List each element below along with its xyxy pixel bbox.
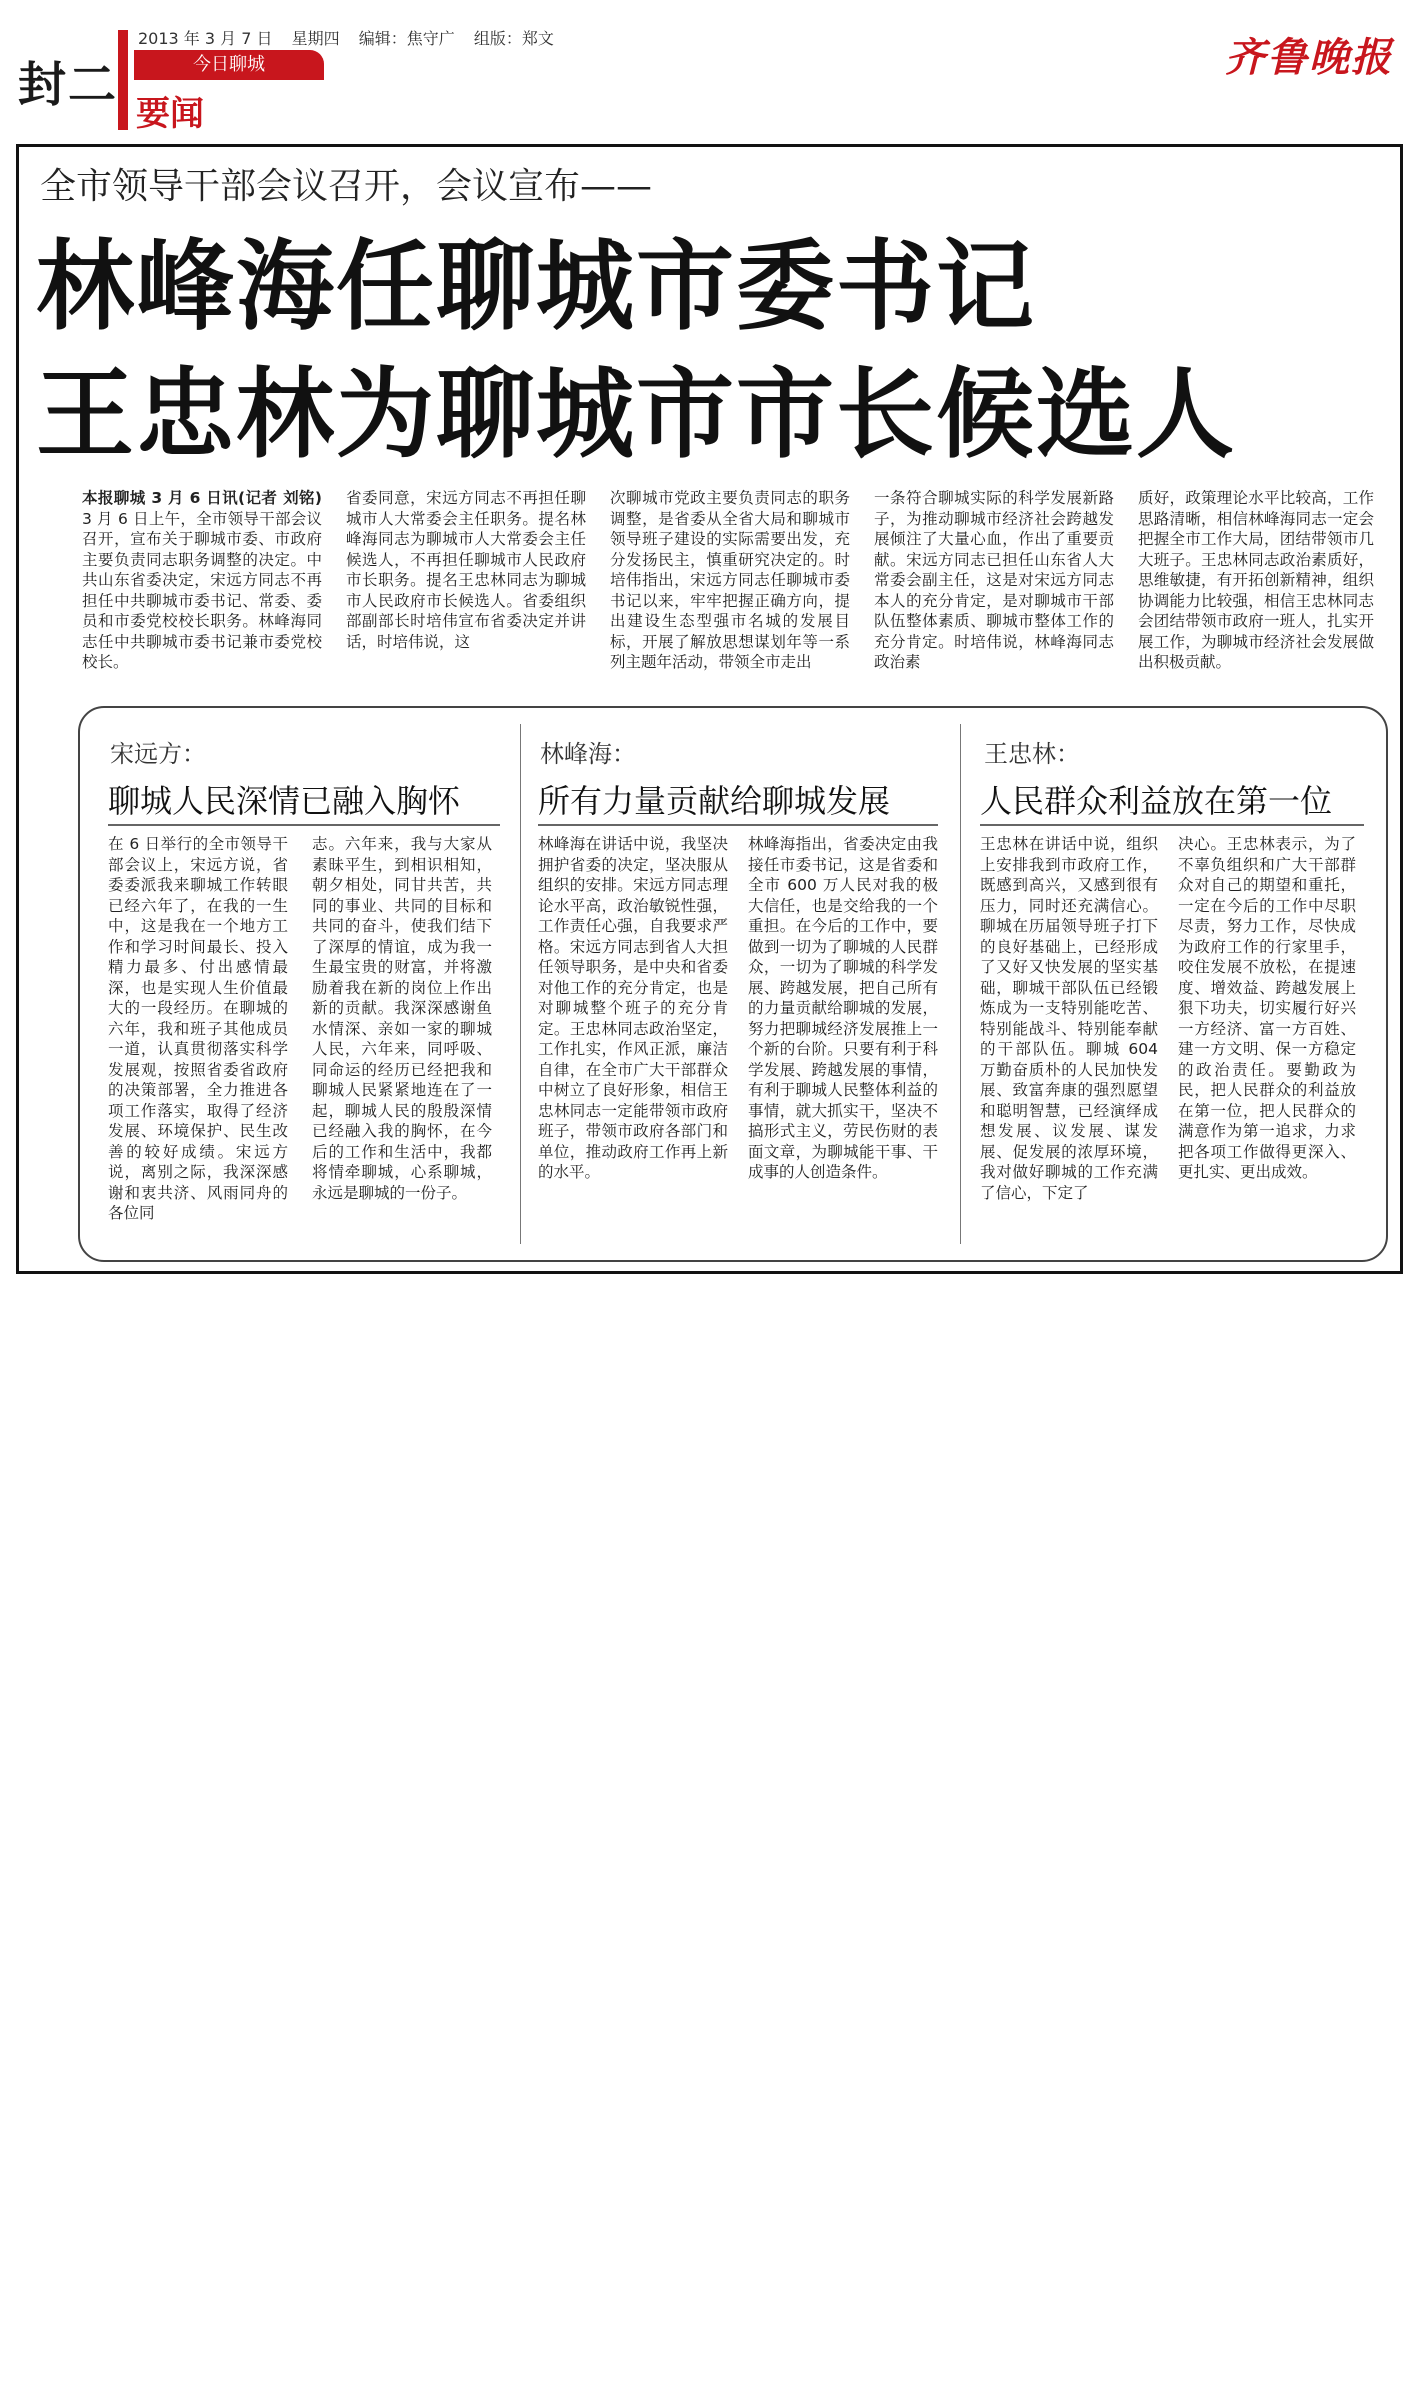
header-accent-bar <box>118 30 128 130</box>
page-header <box>0 0 1417 140</box>
lead-column-3: 次聊城市党政主要负责同志的职务调整，是省委从全省大局和聊城市领导班子建设的实际需要出发，充分发扬民主，慎重研究决定的。时培伟指出，宋远方同志任聊城市委书记以来，牢牢把握正确方向，提出建设生态型强市名城的发展目标，开展了解放思想谋划年等一系列主题年活动，带领全市走出 <box>610 489 850 671</box>
quote-divider <box>960 724 961 1244</box>
headline-line-2: 王忠林为聊城市市长候选人 <box>36 358 1237 472</box>
lead-column-1 <box>82 488 322 673</box>
section-tab: 今日聊城 <box>134 50 324 80</box>
dateline <box>138 26 568 49</box>
lead-column-2: 省委同意，宋远方同志不再担任聊城市人大常委会主任职务。提名林峰海同志为聊城市人大常委会主任候选人，不再担任聊城市人民政府市长职务。提名王忠林同志为聊城市人民政府市长候选人。省委组织部副部长时培伟宣布省委决定并讲话，时培伟说，这 <box>346 489 586 651</box>
quote-title-rule <box>980 824 1364 826</box>
quote-speaker: 王忠林： <box>984 740 1080 768</box>
quote-speaker: 宋远方： <box>110 740 206 768</box>
article-kicker: 全市领导干部会议召开，会议宣布—— <box>40 166 653 207</box>
quote-speaker: 林峰海： <box>540 740 636 768</box>
quote-title: 人民群众利益放在第一位 <box>980 782 1333 820</box>
quote-text: 林峰海指出，省委决定由我接任市委书记，这是省委和全市 600 万人民对我的极大信任，也是交给我的一个重担。在今后的工作中，要做到一切为了聊城的人民群众，一切为了聊城的科学发展、跨越发展，把自己所有的力量贡献给聊城的发展，努力把聊城经济发展推上一个新的台阶。只要有利于科学发展、跨越发展的事情，有利于聊城人民整体利益的事情，就大抓实干，坚决不搞形式主义，劳民伤财的表面文章，为聊城能干事、干成事的人创造条件。 <box>748 835 938 1181</box>
lead-columns <box>82 488 1382 688</box>
lead-column-text: 3 月 6 日上午，全市领导干部会议召开，宣布关于聊城市委、市政府主要负责同志职务调整的决定。中共山东省委决定，宋远方同志不再担任中共聊城市委书记、常委、委员和市委党校校长职务。林峰海同志任中共聊城市委书记兼市委党校校长。 <box>82 509 322 671</box>
newspaper-logo: 齐鲁晚报 <box>1225 34 1393 81</box>
lead-column-4: 一条符合聊城实际的科学发展新路子，为推动聊城市经济社会跨越发展倾注了大量心血，作出了重要贡献。宋远方同志已担任山东省人大常委会副主任，这是对宋远方同志本人的充分肯定，是对聊城市干部队伍整体素质、聊城市整体工作的充分肯定。时培伟说，林峰海同志政治素 <box>874 489 1114 671</box>
quote-divider <box>520 724 521 1244</box>
page-label: 封二 <box>18 57 119 113</box>
quote-title-rule <box>538 824 938 826</box>
issue-date: 2013 年 3 月 7 日 <box>138 29 273 48</box>
article-byline: 本报聊城 3 月 6 日讯(记者 刘铭) <box>82 489 322 507</box>
lead-column-5: 质好，政策理论水平比较高，工作思路清晰，相信林峰海同志一定会把握全市工作大局，团结带领市几大班子。王忠林同志政治素质好，思维敏捷，有开拓创新精神，组织协调能力比较强，相信王忠林同志会团结带领市政府一班人，扎实开展工作，为聊城市经济社会发展做出积极贡献。 <box>1138 489 1374 671</box>
quote-title-rule <box>108 824 500 826</box>
layout-credit: 组版：郑文 <box>473 29 554 48</box>
issue-weekday: 星期四 <box>291 29 340 48</box>
headline-line-1: 林峰海任聊城市委书记 <box>36 230 1037 344</box>
quote-title: 聊城人民深情已融入胸怀 <box>108 782 461 820</box>
quote-text: 在 6 日举行的全市领导干部会议上，宋远方说，省委委派我来聊城工作转眼已经六年了，在我的一生中，这是我在一个地方工作和学习时间最长、投入精力最多、付出感情最深，也是实现人生价值最大的一段经历。在聊城的六年，我和班子其他成员一道，认真贯彻落实科学发展观，按照省委省政府的决策部署，全力推进各项工作落实，取得了经济发展、环境保护、民生改善的较好成绩。宋远方说，离别之际，我深深感谢和衷共济、风雨同舟的各位同 <box>108 835 288 1222</box>
editor-credit: 编辑：焦守广 <box>358 29 455 48</box>
quote-text: 志。六年来，我与大家从素昧平生，到相识相知，朝夕相处，同甘共苦，共同的事业、共同的目标和共同的奋斗，使我们结下了深厚的情谊，成为我一生最宝贵的财富，并将激励着我在新的岗位上作出新的贡献。我深深感谢鱼水情深、亲如一家的聊城人民，六年来，同呼吸、同命运的经历已经把我和聊城人民紧紧地连在了一起，聊城人民的殷殷深情已经融入我的胸怀，在今后的工作和生活中，我都将情牵聊城，心系聊城，永远是聊城的一份子。 <box>312 835 492 1202</box>
quote-text: 决心。王忠林表示，为了不辜负组织和广大干部群众对自己的期望和重托，一定在今后的工作中尽职尽责，努力工作，尽快成为政府工作的行家里手，咬住发展不放松，在提速度、增效益、跨越发展上狠下功夫，切实履行好兴一方经济、富一方百姓、建一方文明、保一方稳定的政治责任。要勤政为民，把人民群众的利益放在第一位，把人民群众的满意作为第一追求，力求把各项工作做得更深入、更扎实、更出成效。 <box>1178 835 1356 1181</box>
quote-text: 王忠林在讲话中说，组织上安排我到市政府工作，既感到高兴，又感到很有压力，同时还充满信心。聊城在历届领导班子打下的良好基础上，已经形成了又好又快发展的坚实基础，聊城干部队伍已经锻炼成为一支特别能吃苦、特别能战斗、特别能奉献的干部队伍。聊城 604 万勤奋质朴的人民加快发展、致富奔康的强烈愿望和聪明智慧，已经演绎成想发展、议发展、谋发展、促发展的浓厚环境，我对做好聊城的工作充满了信心，下定了 <box>980 835 1158 1202</box>
quote-text: 林峰海在讲话中说，我坚决拥护省委的决定，坚决服从组织的安排。宋远方同志理论水平高，政治敏锐性强，工作责任心强，自我要求严格。宋远方同志到省人大担任领导职务，是中央和省委对他工作的充分肯定，也是对聊城整个班子的充分肯定。王忠林同志政治坚定，工作扎实，作风正派，廉洁自律，在全市广大干部群众中树立了良好形象，相信王忠林同志一定能带领市政府班子，带领市政府各部门和单位，推动政府工作再上新的水平。 <box>538 835 728 1181</box>
quote-title: 所有力量贡献给聊城发展 <box>538 782 891 820</box>
section-title: 要闻 <box>136 94 204 134</box>
